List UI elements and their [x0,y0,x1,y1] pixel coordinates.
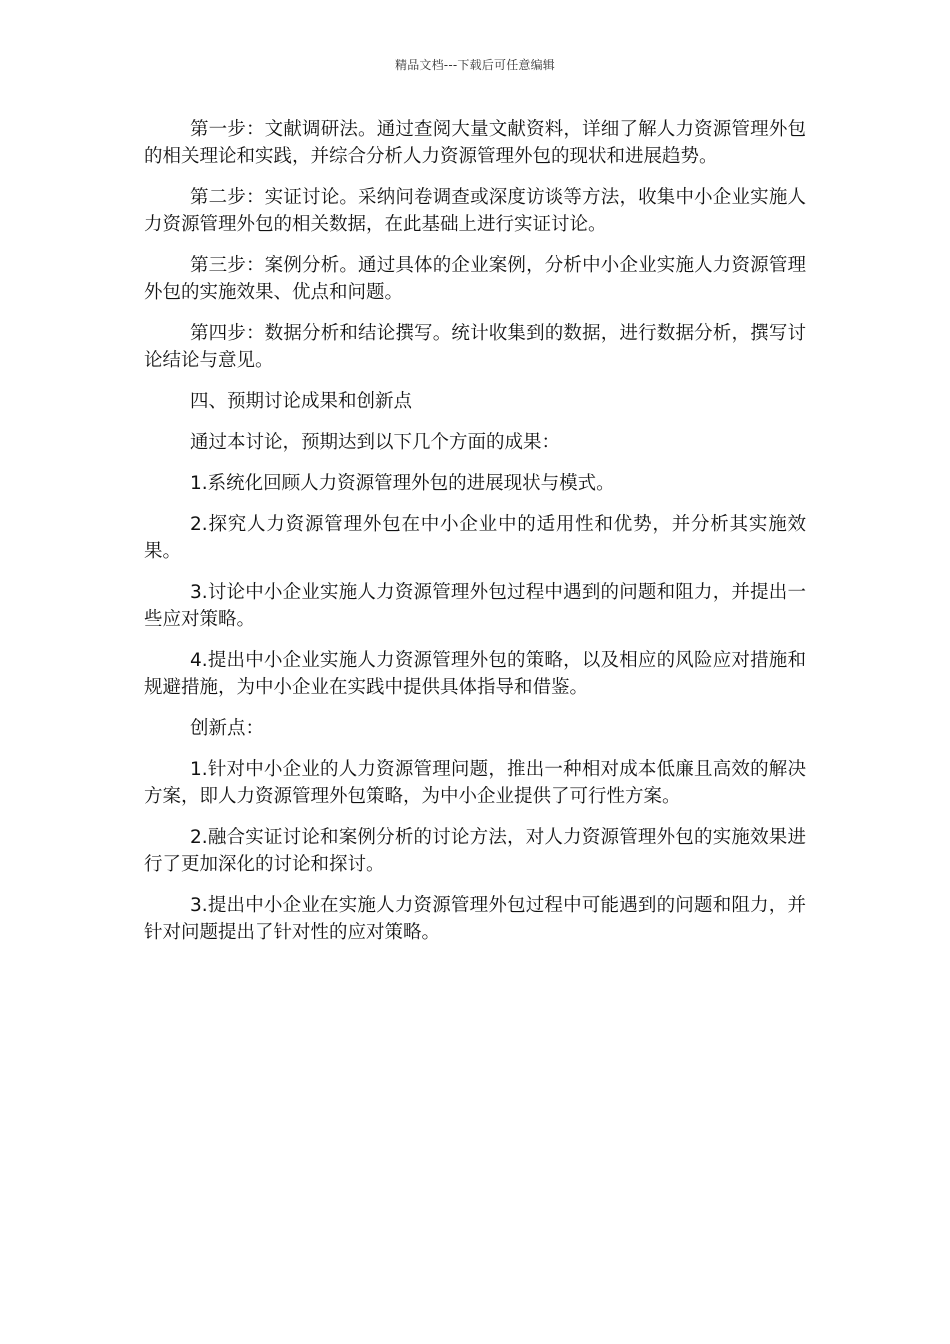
innovation-item-3: 3.提出中小企业在实施人力资源管理外包过程中可能遇到的问题和阻力，并针对问题提出了针对性的应对策略。 [144,895,806,943]
result-item-2: 2.探究人力资源管理外包在中小企业中的适用性和优势，并分析其实施效果。 [144,514,806,562]
paragraph-step-2: 第二步：实证讨论。采纳问卷调查或深度访谈等方法，收集中小企业实施人力资源管理外包的相关数据，在此基础上进行实证讨论。 [144,187,806,235]
section-heading-expected-results: 四、预期讨论成果和创新点 [190,391,413,412]
innovation-item-2: 2.融合实证讨论和案例分析的讨论方法，对人力资源管理外包的实施效果进行了更加深化的讨论和探讨。 [144,827,806,875]
paragraph-step-3: 第三步：案例分析。通过具体的企业案例，分析中小企业实施人力资源管理外包的实施效果、优点和问题。 [144,255,806,303]
paragraph-step-4: 第四步：数据分析和结论撰写。统计收集到的数据，进行数据分析，撰写讨论结论与意见。 [144,323,806,371]
result-item-3: 3.讨论中小企业实施人力资源管理外包过程中遇到的问题和阻力，并提出一些应对策略。 [144,582,806,630]
innovation-heading: 创新点： [190,718,265,739]
page-header: 精品文档---下载后可任意编辑 [395,58,555,72]
result-item-1: 1.系统化回顾人力资源管理外包的进展现状与模式。 [190,473,615,494]
paragraph-results-intro: 通过本讨论，预期达到以下几个方面的成果： [190,432,561,453]
document-body [144,116,806,960]
paragraph-step-1: 第一步：文献调研法。通过查阅大量文献资料，详细了解人力资源管理外包的相关理论和实践，并综合分析人力资源管理外包的现状和进展趋势。 [144,119,806,167]
innovation-item-1: 1.针对中小企业的人力资源管理问题，推出一种相对成本低廉且高效的解决方案，即人力资源管理外包策略，为中小企业提供了可行性方案。 [144,759,806,807]
result-item-4: 4.提出中小企业实施人力资源管理外包的策略，以及相应的风险应对措施和规避措施，为中小企业在实践中提供具体指导和借鉴。 [144,650,806,698]
